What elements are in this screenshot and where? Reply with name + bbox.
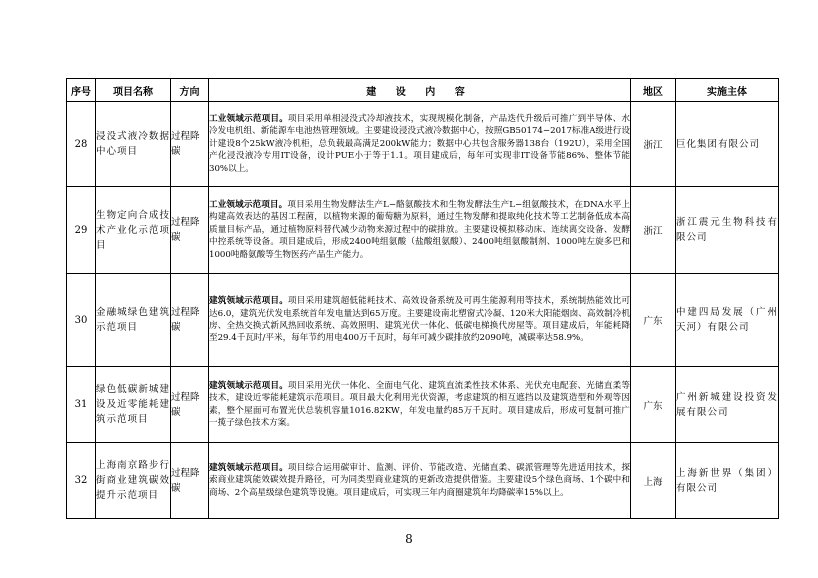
header-project-name: 项目名称 <box>96 79 171 102</box>
header-content: 建 设 内 容 <box>209 79 631 102</box>
project-direction: 过程降碳 <box>171 443 209 519</box>
project-direction: 过程降碳 <box>171 187 209 274</box>
content-body: 项目采用光伏一体化、全面电气化、建筑直流柔性技术体系、光伏充电配套、光储直柔等技术，建设近零能耗建筑示范项目。项目最大化利用光伏资源，考虑建筑的相互遮挡以及建筑造型和外观等因素，整个屋面可布置光伏总装机容量1016.82KW，年发电量约85万千瓦时。项目建成后，形成可复制可推广一揽子绿色技术方案。 <box>209 380 630 428</box>
project-content <box>209 187 631 274</box>
project-direction: 过程降碳 <box>171 102 209 187</box>
project-region: 浙江 <box>631 102 676 187</box>
project-name: 绿色低碳新城建设及近零能耗建筑示范项目 <box>96 367 171 443</box>
row-number: 32 <box>67 443 96 519</box>
table-row <box>67 367 779 443</box>
table-row <box>67 274 779 367</box>
header-direction: 方向 <box>171 79 209 102</box>
project-entity: 中建四局发展（广州天河）有限公司 <box>676 274 779 367</box>
header-no: 序号 <box>67 79 96 102</box>
header-region: 地区 <box>631 79 676 102</box>
project-region: 广东 <box>631 274 676 367</box>
row-number: 28 <box>67 102 96 187</box>
table-header-row <box>67 79 779 102</box>
content-body: 项目综合运用碳审计、监测、评价、节能改造、光储直柔、碳派管理等先进适用技术，探索商业建筑能效碳效提升路径，可为同类型商业建筑的更新改造提供借鉴。主要建设5个绿色商场、1个碳中和商场、2个高星级绿色建筑等设施。项目建成后，可实现三年内商圈建筑年均降碳率15%以上。 <box>209 462 630 498</box>
row-number: 30 <box>67 274 96 367</box>
project-region: 广东 <box>631 367 676 443</box>
project-name: 浸没式液冷数据中心项目 <box>96 102 171 187</box>
content-body: 项目采用单相浸没式冷却液技术，实现规模化制备，产品迭代升级后可推广到半导体、水冷发电机组、新能源车电池热管理领域。主要建设浸没式液冷数据中心，按照GB50174−2017标准A级进行设计建设8个25kW液冷机柜，总负载最高满足200kW能力；数据中心共包含服务器138台（192U），采用全国产化浸没液冷专用IT设备，设计PUE小于等于1.1。项目建成后，每年可实现非IT设备节能86%、整体节能30%以上。 <box>209 113 630 174</box>
project-entity: 上海新世界（集团）有限公司 <box>676 443 779 519</box>
page-number: 8 <box>405 532 413 546</box>
project-name: 生物定向合成技术产业化示范项目 <box>96 187 171 274</box>
header-entity: 实施主体 <box>676 79 779 102</box>
content-lead: 工业领域示范项目。 <box>209 113 288 124</box>
table-row <box>67 443 779 519</box>
project-direction: 过程降碳 <box>171 274 209 367</box>
project-entity: 浙江震元生物科技有限公司 <box>676 187 779 274</box>
project-direction: 过程降碳 <box>171 367 209 443</box>
table-row <box>67 187 779 274</box>
projects-table <box>66 78 779 519</box>
project-content <box>209 274 631 367</box>
project-region: 浙江 <box>631 187 676 274</box>
project-name: 上海南京路步行街商业建筑碳效提升示范项目 <box>96 443 171 519</box>
content-body: 项目采用生物发酵法生产L−酪氨酸技术和生物发酵法生产L−组氨酸技术，在DNA水平上构建高效表达的基因工程菌，以植物来源的葡萄糖为原料，通过生物发酵和提取纯化技术等工艺制备低成本高质量目标产品，通过植物原料替代减少动物来源过程中的碳排放。主要建设模拟移动床、连续离交设备、发酵中控系统等设备。项目建成后，形成2400吨组氨酸（盐酸组氨酸）、2400吨组氨酸制剂、1000吨左旋多巴和1000吨酪氨酸等生物医药产品生产能力。 <box>209 199 630 260</box>
row-number: 31 <box>67 367 96 443</box>
content-lead: 建筑领域示范项目。 <box>209 380 288 391</box>
content-lead: 工业领域示范项目。 <box>209 199 288 210</box>
project-region: 上海 <box>631 443 676 519</box>
content-lead: 建筑领域示范项目。 <box>209 462 288 473</box>
project-name: 金融城绿色建筑示范项目 <box>96 274 171 367</box>
project-content <box>209 102 631 187</box>
project-content <box>209 443 631 519</box>
table-row <box>67 102 779 187</box>
project-entity: 广州新城建设投资发展有限公司 <box>676 367 779 443</box>
project-content <box>209 367 631 443</box>
content-lead: 建筑领域示范项目。 <box>209 296 288 307</box>
project-entity: 巨化集团有限公司 <box>676 102 779 187</box>
row-number: 29 <box>67 187 96 274</box>
content-body: 项目采用建筑超低能耗技术、高效设备系统及可再生能源利用等技术，系统制热能效比可达6.0，建筑光伏发电系统首年发电量达到65万度。主要建设南北塑窗式冷凝、120米大阳能烟囱、高效制冷机房、全热交换式新风热回收系统、高效照明、建筑光伏一体化、低碳电梯换代房屋等。项目建成后，年能耗降至29.4千瓦时/平米，每年节约用电400万千瓦时，每年可减少碳排放约2090吨，减碳率达58.9%。 <box>209 296 630 344</box>
